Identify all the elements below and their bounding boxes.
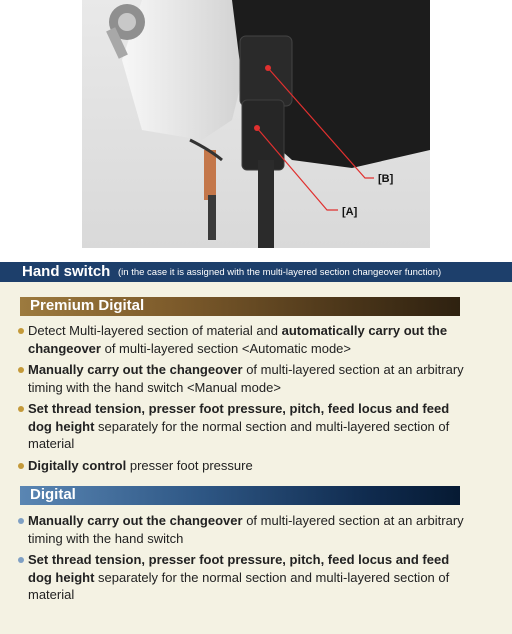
digital-heading xyxy=(20,486,460,505)
list-item: Set thread tension, presser foot pressure, pitch, feed locus and feed dog height separately for the normal section and multi-layered section of material xyxy=(18,551,468,604)
bullet-icon xyxy=(18,463,24,469)
section-title: Hand switch xyxy=(22,263,111,280)
bullet-icon xyxy=(18,518,24,524)
bullet-icon xyxy=(18,367,24,373)
content-area xyxy=(0,282,512,634)
list-item: Digitally control presser foot pressure xyxy=(18,457,468,475)
photo-area xyxy=(0,0,512,262)
premium-feature-list xyxy=(18,322,468,478)
bullet-icon xyxy=(18,328,24,334)
premium-digital-heading-text: Premium Digital xyxy=(30,297,145,314)
bullet-icon xyxy=(18,406,24,412)
digital-heading-text: Digital xyxy=(30,486,76,503)
list-item: Manually carry out the changeover of multi-layered section at an arbitrary timing with the hand switch xyxy=(18,512,468,547)
digital-feature-list xyxy=(18,512,468,608)
bullet-icon xyxy=(18,557,24,563)
list-item: Detect Multi-layered section of material and automatically carry out the changeover of multi-layered section <Automatic mode> xyxy=(18,322,468,357)
list-item: Set thread tension, presser foot pressure, pitch, feed locus and feed dog height separately for the normal section and multi-layered section of material xyxy=(18,400,468,453)
callout-a-label: [A] xyxy=(342,206,358,218)
sewing-machine-photo xyxy=(82,0,430,248)
premium-digital-heading xyxy=(20,297,460,316)
list-item: Manually carry out the changeover of multi-layered section at an arbitrary timing with the hand switch <Manual mode> xyxy=(18,361,468,396)
callout-b-label: [B] xyxy=(378,173,394,185)
section-note: (in the case it is assigned with the multi-layered section changeover function) xyxy=(118,267,442,278)
hand-switch-section-bar xyxy=(0,262,512,282)
